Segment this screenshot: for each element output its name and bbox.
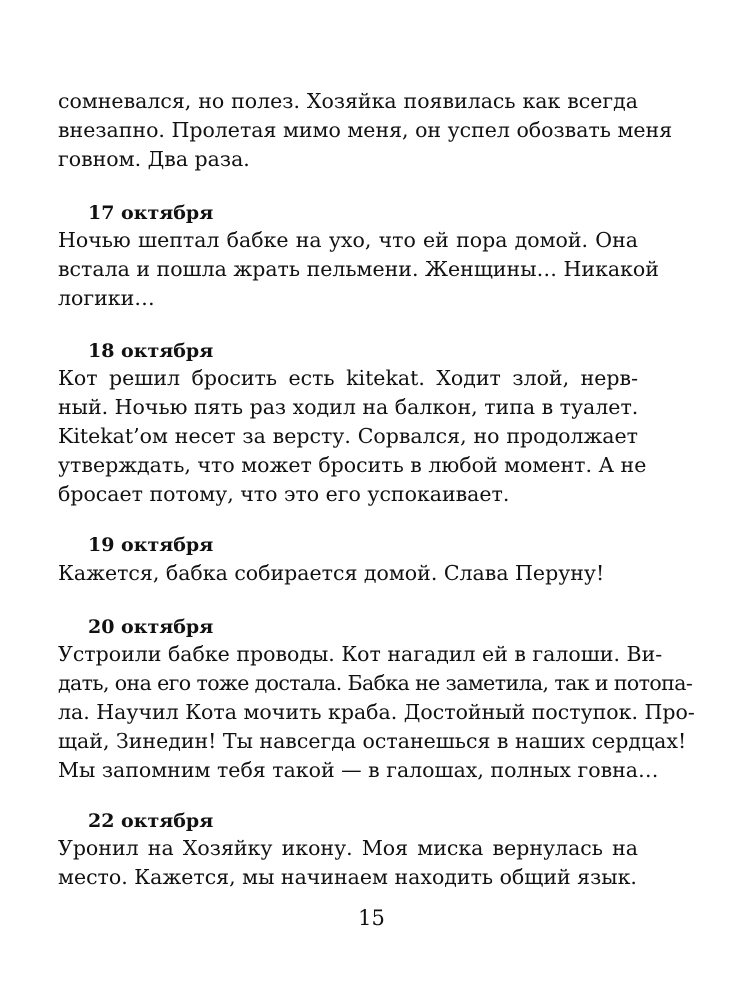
entry-line: Уронил на Хозяйку икону. Моя миска вернулась на — [58, 836, 638, 860]
entry-date-heading: 19 октября — [88, 534, 214, 556]
entry-line: Ночью шептал бабке на ухо, что ей пора домой. Она — [58, 228, 638, 252]
entry-line: Kitekat’ом несет за версту. Сорвался, но продолжает — [58, 424, 638, 448]
entry-date-heading: 18 октября — [88, 340, 214, 362]
entry-date-heading: 20 октября — [88, 616, 214, 638]
intro-line: сомневался, но полез. Хозяйка появилась как всегда — [58, 89, 638, 113]
entry-line: место. Кажется, мы начинаем находить общий язык. — [58, 865, 637, 889]
entry-line: Кажется, бабка собирается домой. Слава Перуну! — [58, 561, 605, 585]
entry-line: Кот решил бросить есть kitekat. Ходит злой, нерв- — [58, 366, 638, 390]
entry-line: бросает потому, что это его успокаивает. — [58, 482, 510, 506]
entry-line: щай, Зинедин! Ты навсегда останешься в наших сердцах! — [58, 729, 687, 753]
entry-date-heading: 17 октября — [88, 202, 214, 224]
intro-line: говном. Два раза. — [58, 147, 250, 171]
entry-line: утверждать, что может бросить в любой момент. А не — [58, 453, 647, 477]
entry-line: ла. Научил Кота мочить краба. Достойный поступок. Про- — [58, 700, 695, 724]
entry-line: Устроили бабке проводы. Кот нагадил ей в галоши. Ви- — [58, 642, 663, 666]
entry-line: ный. Ночью пять раз ходил на балкон, типа в туалет. — [58, 395, 639, 419]
intro-line: внезапно. Пролетая мимо меня, он успел обозвать меня — [58, 118, 673, 142]
entry-line: дать, она его тоже достала. Бабка не заметила, так и потопа- — [58, 671, 693, 695]
entry-line: Мы запомним тебя такой — в галошах, полных говна… — [58, 758, 659, 782]
entry-line: логики… — [58, 286, 155, 310]
page-number: 15 — [358, 906, 385, 930]
entry-line: встала и пошла жрать пельмени. Женщины… Никакой — [58, 257, 659, 281]
entry-date-heading: 22 октября — [88, 810, 214, 832]
